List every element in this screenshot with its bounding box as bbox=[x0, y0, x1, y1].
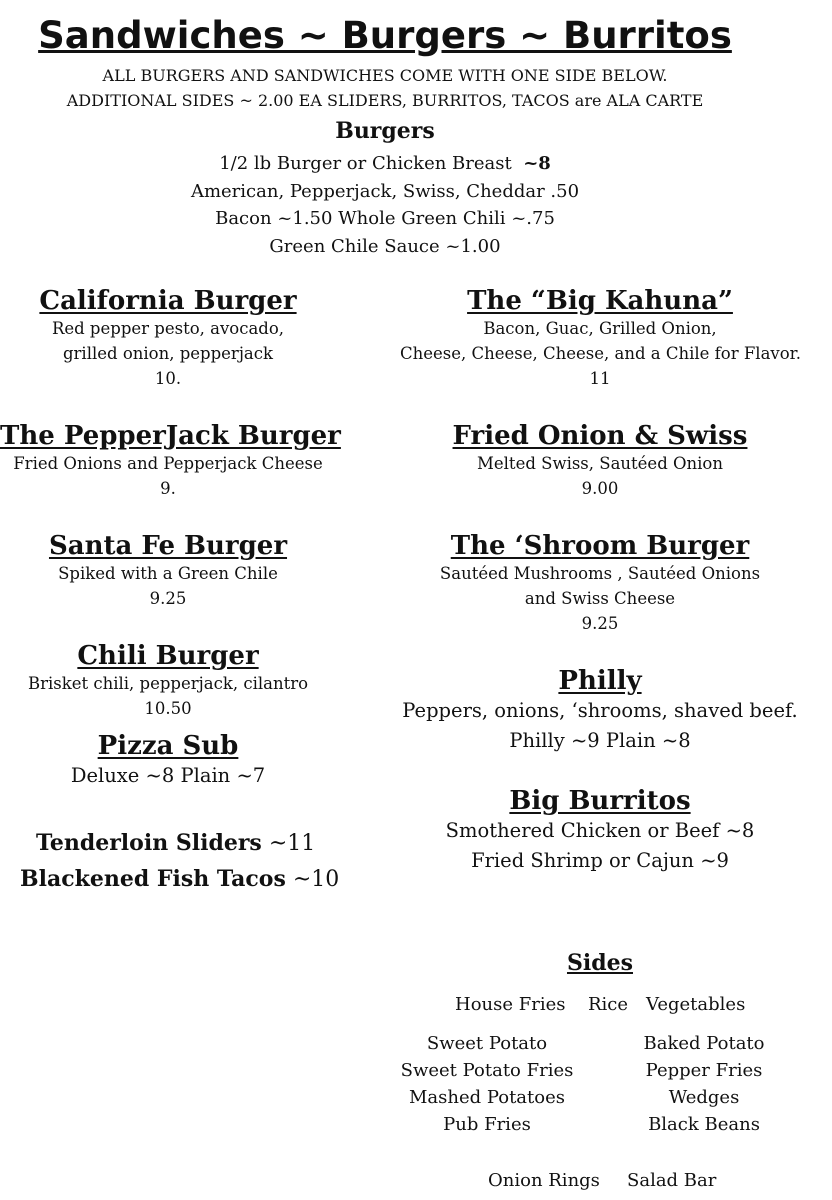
item-price: 10.50 bbox=[144, 699, 192, 718]
item-title: The “Big Kahuna” bbox=[467, 286, 733, 316]
item-description: grilled onion, pepperjack bbox=[62, 344, 274, 363]
item-title: Pizza Sub bbox=[97, 731, 239, 761]
item-description: Brisket chili, pepperjack, cilantro bbox=[27, 674, 309, 693]
side-item: Sweet Potato Fries bbox=[400, 1060, 574, 1081]
item-description: Peppers, onions, ‘shrooms, shaved beef. bbox=[402, 699, 798, 722]
side-item: Onion Rings bbox=[488, 1170, 600, 1191]
menu-title: Sandwiches ~ Burgers ~ Burritos bbox=[38, 14, 732, 57]
side-item: Sweet Potato bbox=[426, 1033, 548, 1054]
item-title: Chili Burger bbox=[77, 641, 259, 671]
burger-addon-line: American, Pepperjack, Swiss, Cheddar .50 bbox=[190, 181, 580, 202]
extra-item-fish-tacos bbox=[20, 866, 339, 892]
item-description: Sautéed Mushrooms , Sautéed Onions bbox=[439, 564, 761, 583]
item-description: Fried Shrimp or Cajun ~9 bbox=[471, 849, 729, 872]
item-title: Philly bbox=[558, 666, 642, 696]
item-description: Spiked with a Green Chile bbox=[58, 564, 278, 583]
menu-item-fried-onion-swiss bbox=[400, 421, 800, 501]
item-price: Philly ~9 Plain ~8 bbox=[509, 729, 691, 752]
menu-item-shroom-burger bbox=[400, 531, 800, 636]
extra-item-name: Tenderloin Sliders bbox=[36, 830, 262, 856]
menu-item-santa-fe-burger bbox=[0, 531, 336, 611]
item-title: Fried Onion & Swiss bbox=[452, 421, 748, 451]
side-item: Rice bbox=[588, 994, 629, 1015]
side-item: Salad Bar bbox=[627, 1170, 717, 1191]
burger-addon-line: Bacon ~1.50 Whole Green Chili ~.75 bbox=[215, 208, 555, 229]
extra-item-price: ~11 bbox=[268, 831, 316, 856]
menu-item-pizza-sub bbox=[0, 731, 336, 791]
menu-item-big-kahuna bbox=[400, 286, 800, 391]
item-description: Fried Onions and Pepperjack Cheese bbox=[13, 454, 323, 473]
extra-item-price: ~10 bbox=[292, 867, 340, 892]
item-description: Melted Swiss, Sautéed Onion bbox=[477, 454, 723, 473]
item-title: Big Burritos bbox=[509, 786, 691, 816]
extra-item-tenderloin-sliders bbox=[36, 830, 315, 856]
side-item: Wedges bbox=[668, 1087, 740, 1108]
extra-item-name: Blackened Fish Tacos bbox=[20, 866, 286, 892]
item-price: 9.00 bbox=[581, 479, 619, 498]
menu-item-philly bbox=[400, 666, 800, 756]
menu-item-big-burritos bbox=[400, 786, 800, 876]
item-description: Bacon, Guac, Grilled Onion, bbox=[483, 319, 717, 338]
item-price: 10. bbox=[154, 369, 182, 388]
side-item: Baked Potato bbox=[643, 1033, 765, 1054]
item-price: 9.25 bbox=[581, 614, 619, 633]
item-description: Red pepper pesto, avocado, bbox=[51, 319, 285, 338]
side-note-line-2: ADDITIONAL SIDES ~ 2.00 EA SLIDERS, BURRITOS, TACOS are ALA CARTE bbox=[66, 91, 704, 110]
burgers-heading: Burgers bbox=[335, 118, 435, 144]
burger-addon-line: Green Chile Sauce ~1.00 bbox=[269, 236, 501, 257]
base-burger-line bbox=[0, 150, 770, 178]
side-note-line-1: ALL BURGERS AND SANDWICHES COME WITH ONE SIDE BELOW. bbox=[102, 66, 668, 85]
sides-heading: Sides bbox=[566, 950, 633, 976]
side-item: Vegetables bbox=[646, 994, 746, 1015]
item-title: Santa Fe Burger bbox=[48, 531, 288, 561]
item-price: 9.25 bbox=[149, 589, 187, 608]
item-title: California Burger bbox=[39, 286, 297, 316]
item-description: Cheese, Cheese, Cheese, and a Chile for Flavor. bbox=[400, 344, 801, 363]
side-item: House Fries bbox=[455, 994, 566, 1015]
menu-item-chili-burger bbox=[0, 641, 336, 721]
menu-item-pepperjack-burger bbox=[0, 421, 341, 501]
item-description: Smothered Chicken or Beef ~8 bbox=[445, 819, 755, 842]
side-item: Pub Fries bbox=[443, 1114, 531, 1135]
item-description: and Swiss Cheese bbox=[524, 589, 676, 608]
side-item: Pepper Fries bbox=[645, 1060, 763, 1081]
item-price: 9. bbox=[160, 479, 176, 498]
item-price: 11 bbox=[589, 369, 611, 388]
base-burger-label: 1/2 lb Burger or Chicken Breast bbox=[219, 153, 512, 174]
side-item: Mashed Potatoes bbox=[408, 1087, 566, 1108]
side-item: Black Beans bbox=[648, 1114, 760, 1135]
item-title: The ‘Shroom Burger bbox=[450, 531, 750, 561]
item-title: The PepperJack Burger bbox=[0, 421, 341, 451]
item-description: Deluxe ~8 Plain ~7 bbox=[70, 764, 266, 787]
menu-item-california-burger bbox=[0, 286, 336, 391]
base-burger-price: ~8 bbox=[523, 153, 551, 174]
